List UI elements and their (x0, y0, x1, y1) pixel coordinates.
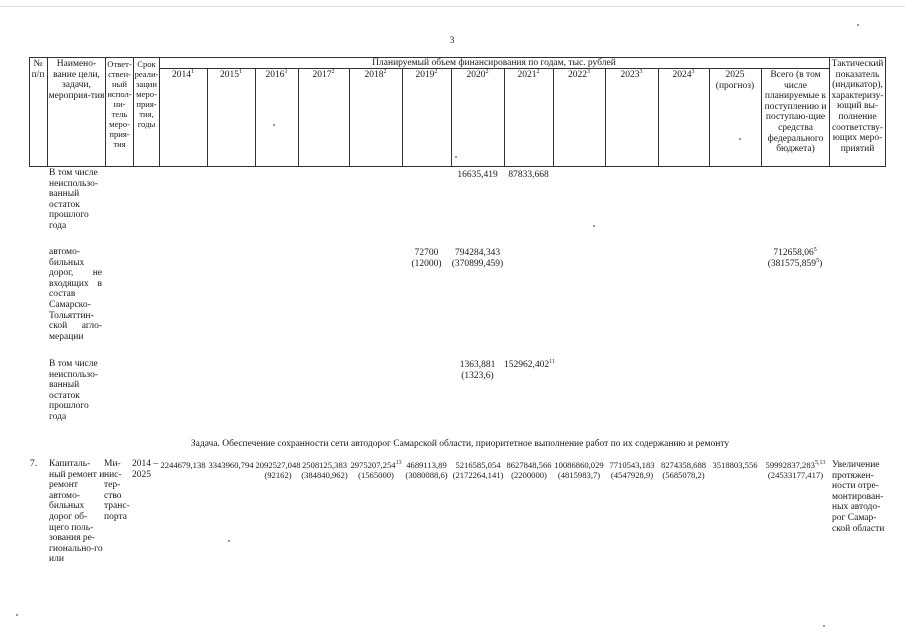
row-7-2024: 8274358,688 (5685078,2) (660, 460, 707, 480)
header-name: Наимено-вание цели, задачи, мероприя-тия (48, 59, 105, 101)
row-7-2016: 2092527,048 (92162) (255, 460, 301, 480)
row-7-2025: 3518803,556 (712, 460, 758, 470)
row-2-name: автомо-бильных дорог, не входящих в состав Самарско-Тольяттин-ской агло-мерации (49, 247, 102, 342)
header-year-2020: 2020$^2$ (466, 69, 489, 80)
header-year-2014: 2014$^1$ (172, 69, 194, 80)
row-3-2020: 1363,881 (1323,6) (459, 360, 496, 381)
header-year-2025: 2025 (прогноз) (715, 70, 755, 91)
row-7-total: 59992837,283$^{5,13}$ (24533177,417) (765, 460, 826, 480)
row-7-2015: 3343960,794 (208, 460, 254, 470)
row-7-2019: 4689113,89 (3080088,6) (405, 460, 448, 480)
header-year-2021: 2021$^2$ (517, 69, 540, 80)
row-1-2020: 16635,419 (457, 170, 498, 180)
row-1-name: В том числе неиспользо-ванный остаток прошлого года (49, 168, 98, 231)
header-total: Всего (в том числе планируемые к поступлению и поступаю-щие средства федерального бюджета) (764, 70, 827, 155)
header-year-2015: 2015$^1$ (220, 69, 242, 80)
row-7-term: 2014 – 2025 (132, 459, 159, 480)
row-2-total: 712658,06$^5$ (381575,859$^5$) (767, 247, 823, 269)
row-1-2021: 87833,668 (508, 170, 549, 180)
row-7-indicator: Увеличение протяжен-ности отре-монтирован-ных автодо-рог Самар-ской области (832, 460, 885, 534)
row-7-num: 7. (30, 459, 38, 469)
row-7-responsible: Ми-нис-тер-ство транс-порта (104, 459, 130, 522)
row-2-2020: 794284,343 (370899,459) (451, 248, 504, 269)
row-7-2021: 8627848,566 (2200000) (506, 460, 552, 480)
header-term: Срок реали-зации меро-прия-тия, годы (134, 59, 159, 129)
header-funding-title: Планируемый объем финансирования по годам, тыс. рублей (372, 58, 616, 68)
row-2-2019: 72700 (12000) (411, 248, 442, 269)
row-7-2023: 7710543,183 (4547928,9) (609, 460, 655, 480)
header-num: № п/п (31, 59, 45, 80)
header-year-2018: 2018$^2$ (364, 69, 387, 80)
header-year-2019: 2019$^2$ (415, 69, 438, 80)
row-3-2021: 152962,402$^{11}$ (504, 359, 555, 370)
header-responsible: Ответ-ствен-ный испол-ни-тель меро-прия-тия (107, 59, 132, 149)
task-heading: Задача. Обеспечение сохранности сети автодорог Самарской области, приоритетное выполнение работ по их содержанию и ремонту (190, 439, 730, 449)
header-year-2016: 2016$^1$ (265, 69, 288, 80)
row-3-name: В том числе неиспользо-ванный остаток прошлого года (49, 359, 98, 422)
row-7-name: Капиталь-ный ремонт и ремонт автомо-бильных дорог об-щего поль-зования ре-гионально-го или (49, 459, 105, 565)
row-7-2022: 10086860,029 (4815983,7) (554, 460, 604, 480)
header-year-2017: 2017$^2$ (312, 69, 335, 80)
header-year-2024: 2024$^3$ (672, 69, 695, 80)
row-7-2018: 2975207,254$^{13}$ (1565000) (350, 460, 402, 480)
header-year-2023: 2023$^3$ (620, 69, 643, 80)
row-7-2014: 2244679,138 (160, 460, 206, 470)
header-indicator: Тактический показатель (индикатор), характеризу-ющий вы-полнение соответству-ющих меро-приятий (831, 59, 884, 154)
row-7-2017: 2508125,383 (384840,962) (301, 460, 348, 480)
row-7-2020: 5216585,054 (2172264,141) (452, 460, 504, 480)
scan-edge (0, 6, 905, 7)
header-year-2022: 2022$^3$ (568, 69, 590, 80)
page-number: 3 (449, 36, 455, 46)
